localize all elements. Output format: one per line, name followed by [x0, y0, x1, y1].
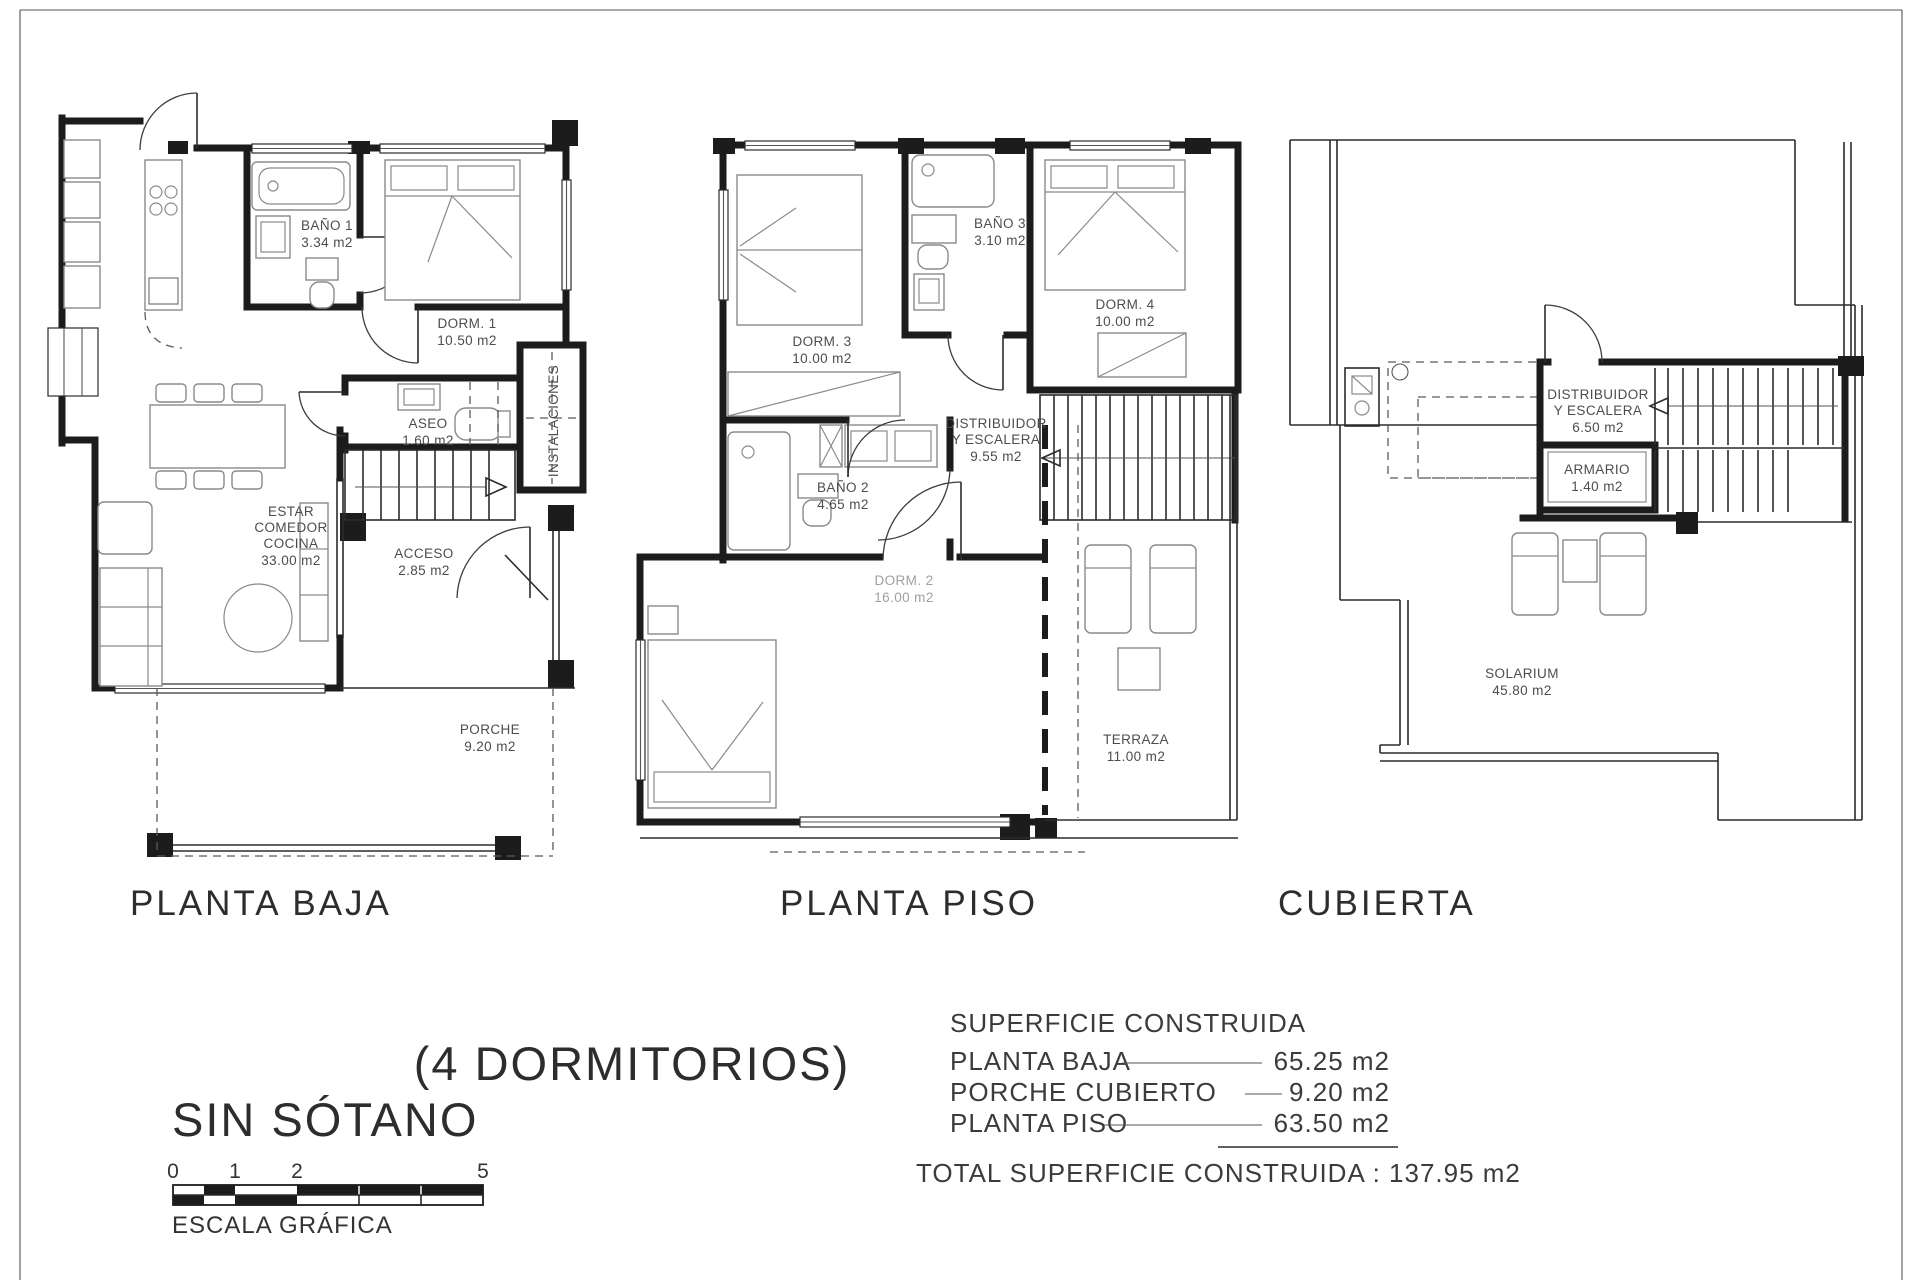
lounger-icon — [1085, 545, 1196, 690]
summary-row-label: PORCHE CUBIERTO — [950, 1077, 1217, 1107]
room-label-bano1: BAÑO 1 — [301, 218, 353, 233]
dining-table-icon — [150, 384, 285, 489]
column — [168, 141, 188, 154]
room-label-dorm2: DORM. 2 — [874, 573, 934, 588]
sink-icon — [398, 384, 440, 410]
room-area-dorm4: 10.00 m2 — [1095, 314, 1155, 329]
column — [1185, 138, 1211, 154]
scale-tick-1: 1 — [229, 1160, 241, 1183]
column — [552, 120, 578, 146]
toilet-icon — [306, 258, 338, 308]
column — [898, 138, 924, 154]
room-label-dorm4: DORM. 4 — [1095, 297, 1155, 312]
column — [1035, 818, 1057, 838]
roof-dashed-outline — [1388, 362, 1538, 478]
summary-row-value: 9.20 m2 — [1289, 1077, 1390, 1107]
room-label-distribuidor-2: Y ESCALERA — [951, 432, 1041, 447]
shower-icon — [912, 155, 994, 207]
armario-inner — [1548, 452, 1646, 502]
sink-icon — [256, 216, 290, 258]
room-label-bano3: BAÑO 3 — [974, 216, 1026, 231]
room-area-distribuidor: 9.55 m2 — [970, 449, 1022, 464]
room-label-distribuidor-2: Y ESCALERA — [1553, 403, 1643, 418]
room-label-porche: PORCHE — [459, 722, 521, 737]
room-area-dorm1: 10.50 m2 — [437, 333, 497, 348]
walls — [1523, 362, 1845, 518]
summary-row-label: PLANTA PISO — [950, 1108, 1129, 1138]
room-label-solarium: SOLARIUM — [1485, 666, 1559, 681]
toilet-icon — [912, 215, 956, 269]
scale-tick-5: 5 — [477, 1160, 489, 1183]
scale-caption: ESCALA GRÁFICA — [172, 1212, 393, 1239]
room-label-distribuidor-1: DISTRIBUIDOR — [945, 416, 1047, 431]
rug-icon — [224, 584, 292, 652]
porch-column — [548, 660, 574, 688]
summary-total: TOTAL SUPERFICIE CONSTRUIDA : 137.95 m2 — [916, 1158, 1521, 1188]
room-label-dorm1: DORM. 1 — [437, 316, 497, 331]
column — [1838, 356, 1864, 376]
room-label-estar-3: COCINA — [263, 536, 319, 551]
summary-row-value: 65.25 m2 — [1273, 1046, 1390, 1076]
scale-tick-2: 2 — [291, 1160, 303, 1183]
wardrobe-icon — [728, 372, 900, 416]
column — [713, 138, 735, 154]
column — [1676, 512, 1698, 534]
plan-title-cubierta: CUBIERTA — [1278, 884, 1476, 923]
note-bedrooms: (4 DORMITORIOS) — [413, 1037, 851, 1090]
room-area-dorm2: 16.00 m2 — [874, 590, 934, 605]
wardrobe-icon — [1098, 333, 1186, 377]
stairs — [1040, 395, 1235, 520]
room-area-distribuidor: 6.50 m2 — [1572, 420, 1624, 435]
area-summary — [916, 1008, 1521, 1188]
room-area-bano3: 3.10 m2 — [974, 233, 1026, 248]
column — [995, 138, 1025, 154]
stairs — [345, 450, 515, 520]
room-label-aseo: ASEO — [408, 416, 448, 431]
room-label-dorm3: DORM. 3 — [792, 334, 852, 349]
bed-icon — [1045, 160, 1185, 290]
note-basement: SIN SÓTANO — [172, 1093, 479, 1146]
plan-title-planta-piso: PLANTA PISO — [780, 884, 1038, 923]
room-area-dorm3: 10.00 m2 — [792, 351, 852, 366]
room-area-porche: 9.20 m2 — [464, 739, 516, 754]
bed-icon — [737, 175, 862, 325]
shower-icon — [728, 432, 790, 550]
vanity-icon — [820, 425, 937, 467]
column — [340, 513, 366, 541]
room-area-acceso: 2.85 m2 — [398, 563, 450, 578]
plan-cubierta — [1278, 140, 1864, 923]
room-area-armario: 1.40 m2 — [1571, 479, 1623, 494]
bathtub-icon — [252, 162, 350, 210]
porch-column — [548, 505, 574, 531]
room-label-estar-2: COMEDOR — [254, 520, 328, 535]
room-label-acceso: ACCESO — [394, 546, 454, 561]
room-area-bano2: 4.65 m2 — [817, 497, 869, 512]
bed-icon — [385, 160, 520, 300]
plan-planta-baja — [48, 93, 583, 923]
roof-drain — [1392, 364, 1408, 380]
room-area-bano1: 3.34 m2 — [301, 235, 353, 250]
summary-heading: SUPERFICIE CONSTRUIDA — [950, 1008, 1307, 1038]
stairs — [1650, 368, 1845, 512]
room-area-aseo: 1.60 m2 — [402, 433, 454, 448]
lounger-icon — [1512, 533, 1646, 615]
kitchen-units-icon — [64, 140, 182, 348]
room-area-estar: 33.00 m2 — [261, 553, 321, 568]
plan-title-planta-baja: PLANTA BAJA — [130, 884, 392, 923]
scale-tick-0: 0 — [167, 1160, 179, 1183]
vent-icon — [1345, 368, 1379, 426]
room-area-terraza: 11.00 m2 — [1106, 749, 1166, 764]
room-label-estar-1: ESTAR — [267, 504, 315, 519]
pergola-post — [147, 833, 173, 857]
scale-bar — [167, 1160, 489, 1239]
room-label-distribuidor-1: DISTRIBUIDOR — [1547, 387, 1649, 402]
summary-row-label: PLANTA BAJA — [950, 1046, 1132, 1076]
room-label-bano2: BAÑO 2 — [817, 480, 869, 495]
bed-icon — [648, 606, 776, 808]
summary-row-value: 63.50 m2 — [1273, 1108, 1390, 1138]
sink-icon — [914, 274, 944, 310]
room-label-instalaciones: INSTALACIONES — [546, 364, 561, 478]
plan-planta-piso — [636, 138, 1238, 923]
room-area-solarium: 45.80 m2 — [1492, 683, 1552, 698]
room-label-armario: ARMARIO — [1564, 462, 1630, 477]
door-arc — [1545, 305, 1602, 362]
toilet-icon — [455, 408, 510, 440]
room-label-terraza: TERRAZA — [1103, 732, 1169, 747]
sofa-icon — [98, 502, 162, 686]
